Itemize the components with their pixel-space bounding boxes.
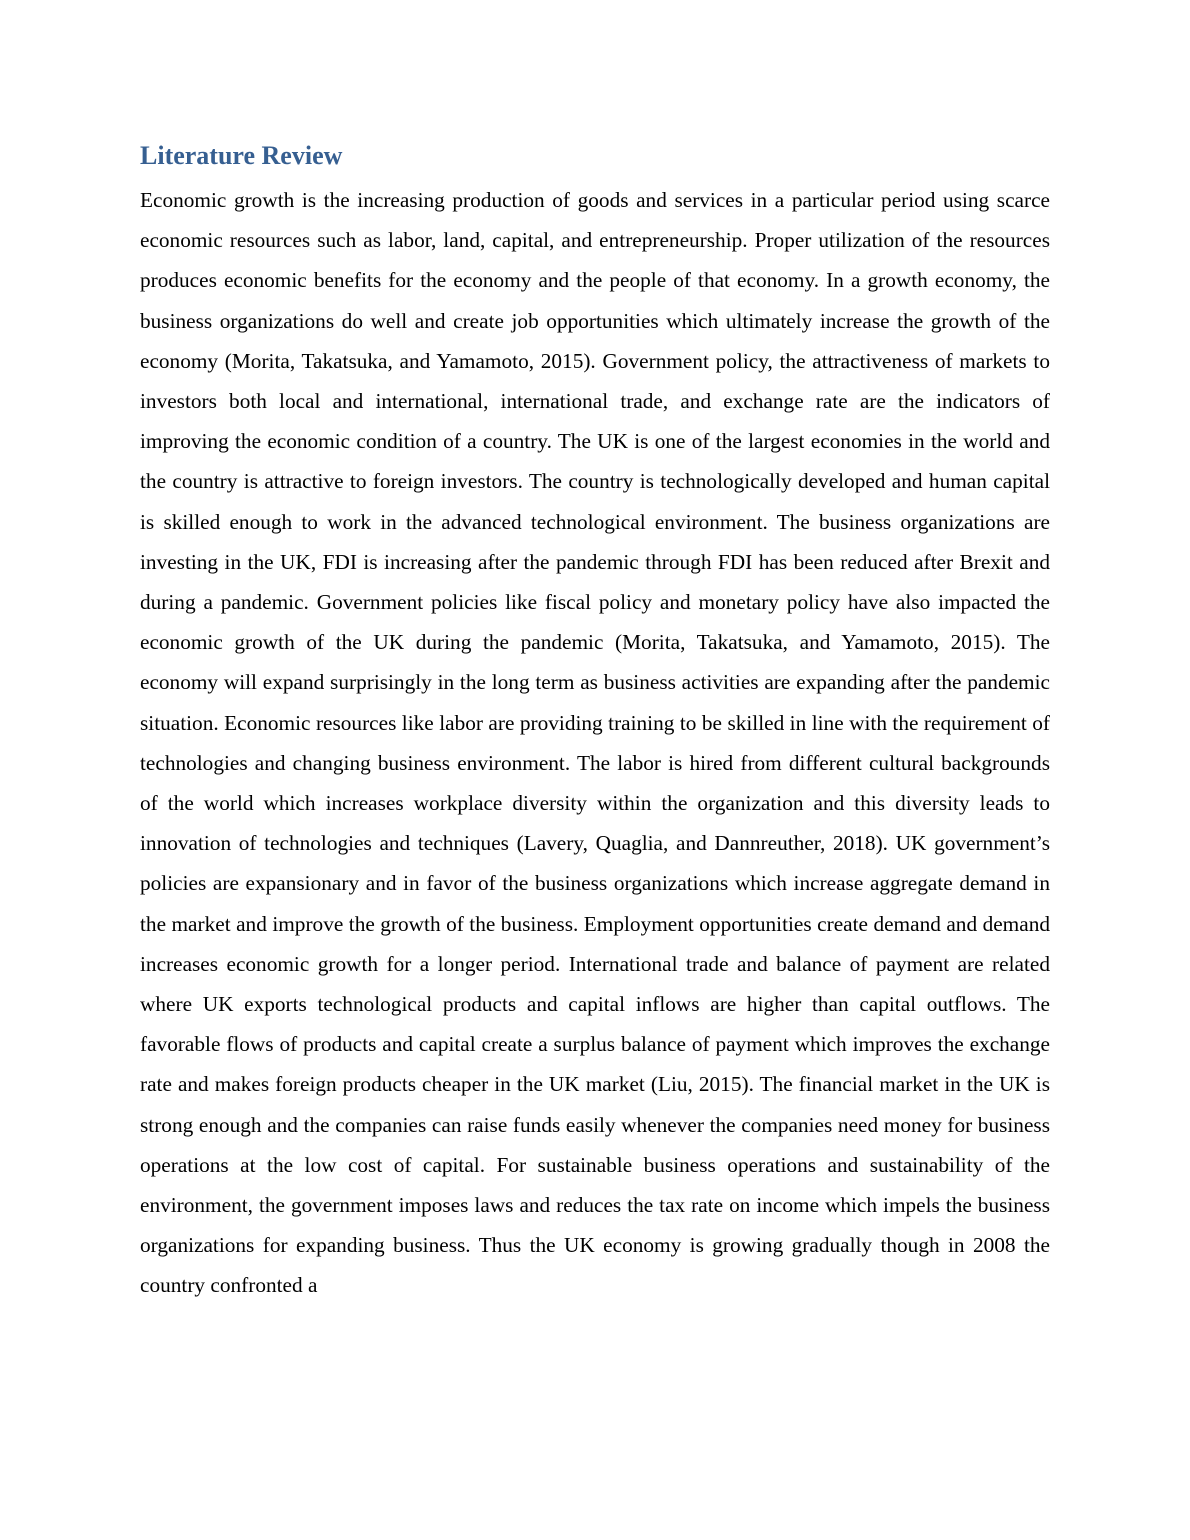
- body-paragraph: Economic growth is the increasing production of goods and services in a particular period using scarce economic resources such as labor, land, capital, and entrepreneurship. Proper utilization of the resources produces economic benefits for the economy and the people of that economy. In a growth economy, the business organizations do well and create job opportunities which ultimately increase the growth of the economy (Morita, Takatsuka, and Yamamoto, 2015). Government policy, the attractiveness of markets to investors both local and international, international trade, and exchange rate are the indicators of improving the economic condition of a country. The UK is one of the largest economies in the world and the country is attractive to foreign investors. The country is technologically developed and human capital is skilled enough to work in the advanced technological environment. The business organizations are investing in the UK, FDI is increasing after the pandemic through FDI has been reduced after Brexit and during a pandemic. Government policies like fiscal policy and monetary policy have also impacted the economic growth of the UK during the pandemic (Morita, Takatsuka, and Yamamoto, 2015). The economy will expand surprisingly in the long term as business activities are expanding after the pandemic situation. Economic resources like labor are providing training to be skilled in line with the requirement of technologies and changing business environment. The labor is hired from different cultural backgrounds of the world which increases workplace diversity within the organization and this diversity leads to innovation of technologies and techniques (Lavery, Quaglia, and Dannreuther, 2018). UK government’s policies are expansionary and in favor of the business organizations which increase aggregate demand in the market and improve the growth of the business. Employment opportunities create demand and demand increases economic growth for a longer period. International trade and balance of payment are related where UK exports technological products and capital inflows are higher than capital outflows. The favorable flows of products and capital create a surplus balance of payment which improves the exchange rate and makes foreign products cheaper in the UK market (Liu, 2015). The financial market in the UK is strong enough and the companies can raise funds easily whenever the companies need money for business operations at the low cost of capital. For sustainable business operations and sustainability of the environment, the government imposes laws and reduces the tax rate on income which impels the business organizations for expanding business. Thus the UK economy is growing gradually though in 2008 the country confronted a: [140, 188, 1050, 1298]
- section-heading: Literature Review: [140, 141, 343, 170]
- page-content: [140, 138, 1050, 1306]
